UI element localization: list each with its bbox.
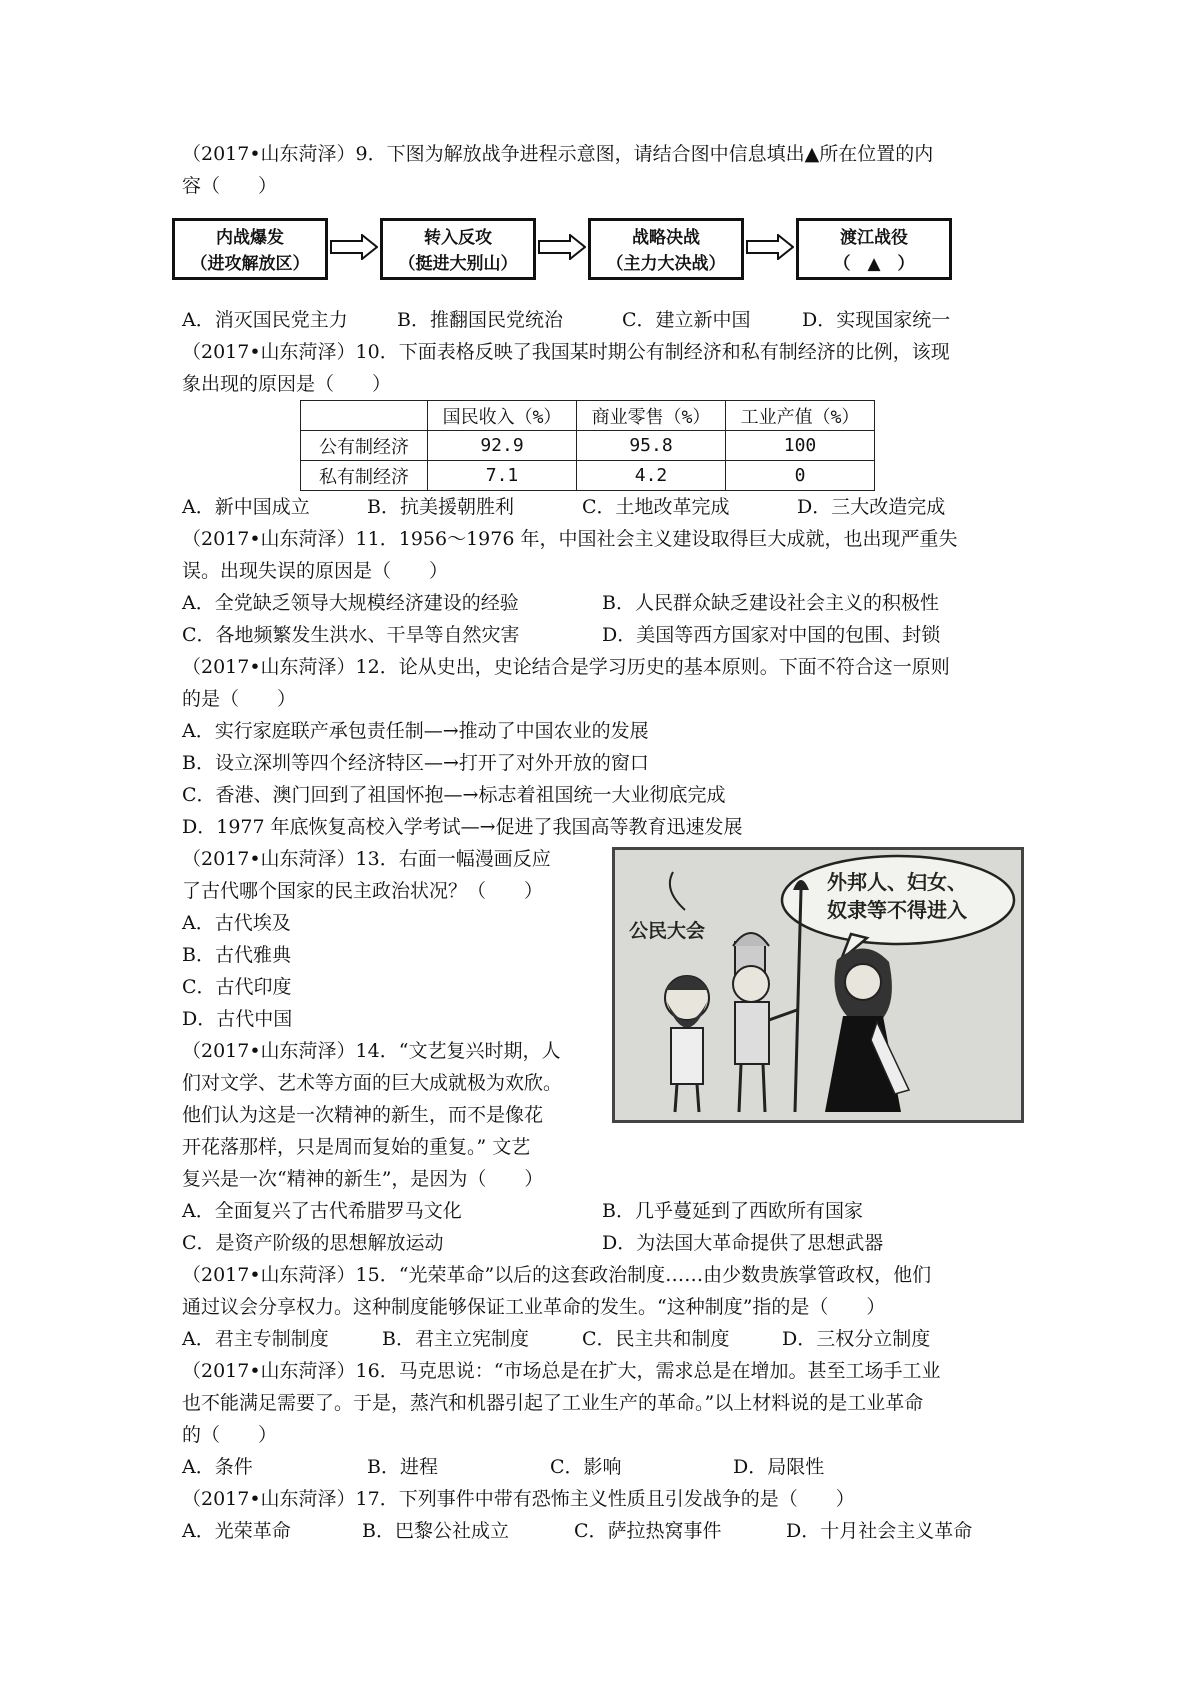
flow-box-subtitle: （ ▲ ） xyxy=(833,254,915,274)
economy-ratio-table xyxy=(300,400,875,491)
table-header-cell xyxy=(301,401,428,431)
option-b[interactable]: B．人民群众缺乏建设社会主义的积极性 xyxy=(602,592,939,614)
question-stem: 他们认为这是一次精神的新生，而不是像花 xyxy=(182,1104,544,1126)
question-13-14-block xyxy=(182,843,1022,1259)
flow-box xyxy=(380,218,536,280)
option-c[interactable]: C．萨拉热窝事件 xyxy=(574,1520,722,1542)
option-c[interactable]: C．建立新中国 xyxy=(622,309,751,331)
question-16 xyxy=(182,1355,1022,1483)
table-header-row xyxy=(301,401,875,431)
table-header-cell: 国民收入（%） xyxy=(428,401,577,431)
option-d[interactable]: D．为法国大革命提供了思想武器 xyxy=(602,1232,884,1254)
answer-options xyxy=(182,1227,1022,1259)
answer-options xyxy=(182,1323,1022,1355)
table-cell: 4.2 xyxy=(577,461,726,491)
question-11 xyxy=(182,523,1022,651)
table-cell: 0 xyxy=(726,461,875,491)
question-stem: （2017•山东菏泽）11．1956～1976 年，中国社会主义建设取得巨大成就，也出现严重失 xyxy=(182,528,958,550)
option-a[interactable]: A．全面复兴了古代希腊罗马文化 xyxy=(182,1200,462,1222)
option-d[interactable]: D．三大改造完成 xyxy=(797,496,946,518)
option-c[interactable]: C．古代印度 xyxy=(182,976,292,998)
option-d[interactable]: D．1977 年底恢复高校入学考试—→促进了我国高等教育迅速发展 xyxy=(182,816,743,838)
question-stem: （2017•山东菏泽）13．右面一幅漫画反应 xyxy=(182,848,551,870)
answer-options xyxy=(182,1515,1022,1547)
option-d[interactable]: D．实现国家统一 xyxy=(802,309,951,331)
answer-options xyxy=(182,1195,1022,1227)
question-stem: （2017•山东菏泽）15．“光荣革命”以后的这套政治制度……由少数贵族掌管政权，他们 xyxy=(182,1264,932,1286)
option-c[interactable]: C．影响 xyxy=(550,1456,622,1478)
exam-page xyxy=(182,138,1022,1547)
option-b[interactable]: B．几乎蔓延到了西欧所有国家 xyxy=(602,1200,863,1222)
flow-box-title: 战略决战 xyxy=(632,228,700,248)
option-b[interactable]: B．君主立宪制度 xyxy=(382,1328,529,1350)
option-c[interactable]: C．土地改革完成 xyxy=(582,496,730,518)
question-stem: 象出现的原因是（ ） xyxy=(182,373,392,395)
question-stem: （2017•山东菏泽）14．“文艺复兴时期，人 xyxy=(182,1040,561,1062)
table-cell: 公有制经济 xyxy=(301,431,428,461)
option-c[interactable]: C．民主共和制度 xyxy=(582,1328,730,1350)
option-a[interactable]: A．光荣革命 xyxy=(182,1520,291,1542)
question-stem: 的（ ） xyxy=(182,1424,278,1446)
cartoon-speech-bubble xyxy=(798,868,996,924)
flow-arrow-icon xyxy=(538,234,586,260)
flow-arrow-icon xyxy=(746,234,794,260)
option-d[interactable]: D．三权分立制度 xyxy=(782,1328,931,1350)
flow-box xyxy=(796,218,952,280)
question-stem: 了古代哪个国家的民主政治状况？（ ） xyxy=(182,880,544,902)
question-stem: 误。出现失误的原因是（ ） xyxy=(182,560,449,582)
flow-box-title: 转入反攻 xyxy=(424,228,492,248)
answer-options xyxy=(182,491,1022,523)
option-d[interactable]: D．美国等西方国家对中国的包围、封锁 xyxy=(602,624,941,646)
table-cell: 95.8 xyxy=(577,431,726,461)
question-stem: （2017•山东菏泽）16．马克思说：“市场总是在扩大，需求总是在增加。甚至工场手工业 xyxy=(182,1360,941,1382)
question-stem: 容（ ） xyxy=(182,175,278,197)
question-stem: 复兴是一次“精神的新生”，是因为（ ） xyxy=(182,1168,544,1190)
answer-options xyxy=(182,619,1022,651)
table-cell: 100 xyxy=(726,431,875,461)
option-a[interactable]: A．古代埃及 xyxy=(182,912,291,934)
option-d[interactable]: D．十月社会主义革命 xyxy=(786,1520,973,1542)
flow-box-subtitle: （挺进大别山） xyxy=(398,254,518,274)
question-stem: 开花落那样，只是周而复始的重复。” 文艺 xyxy=(182,1136,531,1158)
liberation-war-flow-diagram xyxy=(172,212,1022,298)
table-cell: 92.9 xyxy=(428,431,577,461)
table-header-cell: 工业产值（%） xyxy=(726,401,875,431)
question-17 xyxy=(182,1483,1022,1547)
option-c[interactable]: C．是资产阶级的思想解放运动 xyxy=(182,1232,444,1254)
question-12 xyxy=(182,651,1022,843)
table-header-cell: 商业零售（%） xyxy=(577,401,726,431)
question-stem: 们对文学、艺术等方面的巨大成就极为欢欣。 xyxy=(182,1072,563,1094)
option-d[interactable]: D．局限性 xyxy=(733,1456,825,1478)
question-stem: （2017•山东菏泽）10．下面表格反映了我国某时期公有制经济和私有制经济的比例，该现 xyxy=(182,341,950,363)
option-b[interactable]: B．古代雅典 xyxy=(182,944,291,966)
flow-box-subtitle: （进攻解放区） xyxy=(190,254,310,274)
option-a[interactable]: A．君主专制制度 xyxy=(182,1328,329,1350)
flow-box-subtitle: （主力大决战） xyxy=(606,254,726,274)
option-b[interactable]: B．巴黎公社成立 xyxy=(362,1520,509,1542)
flow-box-title: 内战爆发 xyxy=(216,228,284,248)
option-b[interactable]: B．设立深圳等四个经济特区—→打开了对外开放的窗口 xyxy=(182,752,649,774)
option-c[interactable]: C．各地频繁发生洪水、干旱等自然灾害 xyxy=(182,624,520,646)
question-stem: （2017•山东菏泽）17．下列事件中带有恐怖主义性质且引发战争的是（ ） xyxy=(182,1488,855,1510)
flow-box xyxy=(588,218,744,280)
option-a[interactable]: A．消灭国民党主力 xyxy=(182,309,348,331)
option-a[interactable]: A．实行家庭联产承包责任制—→推动了中国农业的发展 xyxy=(182,720,649,742)
question-stem: （2017•山东菏泽）9．下图为解放战争进程示意图，请结合图中信息填出▲所在位置的内 xyxy=(182,143,934,165)
table-row xyxy=(301,461,875,491)
option-d[interactable]: D．古代中国 xyxy=(182,1008,293,1030)
option-a[interactable]: A．全党缺乏领导大规模经济建设的经验 xyxy=(182,592,519,614)
option-a[interactable]: A．新中国成立 xyxy=(182,496,310,518)
speech-line: 奴隶等不得进入 xyxy=(827,898,967,922)
question-stem: （2017•山东菏泽）12．论从史出，史论结合是学习历史的基本原则。下面不符合这一原则 xyxy=(182,656,950,678)
cartoon-caption: 公民大会 xyxy=(629,920,706,942)
athens-assembly-cartoon xyxy=(612,847,1024,1123)
question-15 xyxy=(182,1259,1022,1355)
flow-arrow-icon xyxy=(330,234,378,260)
question-stem: 通过议会分享权力。这种制度能够保证工业革命的发生。“这种制度”指的是（ ） xyxy=(182,1296,886,1318)
speech-line: 外邦人、妇女、 xyxy=(827,870,967,894)
table-row xyxy=(301,431,875,461)
question-9 xyxy=(182,138,1022,336)
answer-options xyxy=(182,1451,1022,1483)
question-stem: 也不能满足需要了。于是，蒸汽和机器引起了工业生产的革命。”以上材料说的是工业革命 xyxy=(182,1392,924,1414)
option-b[interactable]: B．抗美援朝胜利 xyxy=(367,496,514,518)
question-stem: 的是（ ） xyxy=(182,688,297,710)
option-a[interactable]: A．条件 xyxy=(182,1456,253,1478)
answer-options xyxy=(182,304,1022,336)
option-b[interactable]: B．推翻国民党统治 xyxy=(397,309,563,331)
question-10 xyxy=(182,336,1022,523)
flow-box xyxy=(172,218,328,280)
option-c[interactable]: C．香港、澳门回到了祖国怀抱—→标志着祖国统一大业彻底完成 xyxy=(182,784,726,806)
table-cell: 7.1 xyxy=(428,461,577,491)
answer-options xyxy=(182,587,1022,619)
option-b[interactable]: B．进程 xyxy=(367,1456,438,1478)
flow-box-title: 渡江战役 xyxy=(840,228,908,248)
table-cell: 私有制经济 xyxy=(301,461,428,491)
